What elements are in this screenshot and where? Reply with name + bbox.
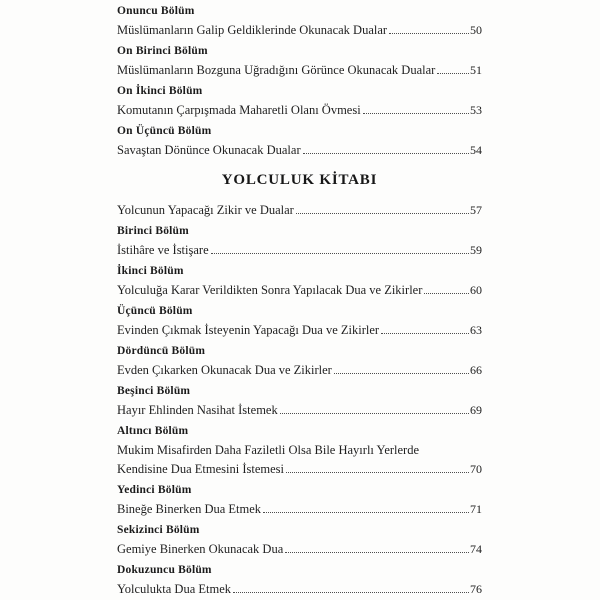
entry-title: Evinden Çıkmak İsteyenin Yapacağı Dua ve Zikirler [117, 323, 380, 337]
toc-entry [117, 122, 482, 160]
toc-entry [117, 82, 482, 120]
toc-entry [117, 481, 482, 519]
chapter-label: Dokuzuncu Bölüm [117, 564, 212, 576]
dot-leader [389, 33, 469, 34]
toc-line [117, 401, 482, 420]
chapter-label: Onuncu Bölüm [117, 5, 195, 17]
toc-line [117, 201, 482, 220]
entry-title-line1: Mukim Misafirden Daha Faziletli Olsa Bile Hayırlı Yerlerde [117, 443, 420, 457]
toc-line [117, 580, 482, 599]
page-number: 60 [470, 283, 482, 297]
toc-entry [117, 521, 482, 559]
page-number: 69 [470, 403, 482, 417]
chapter-label: İkinci Bölüm [117, 265, 184, 277]
chapter-label: Üçüncü Bölüm [117, 305, 193, 317]
toc-line [117, 460, 482, 479]
toc-line [117, 141, 482, 160]
dot-leader [233, 592, 469, 593]
page-number: 50 [470, 23, 482, 37]
entry-title: Yolculukta Dua Etmek [117, 582, 231, 596]
entry-title: Yolculuğa Karar Verildikten Sonra Yapılacak Dua ve Zikirler [117, 283, 423, 297]
toc-entry [117, 342, 482, 380]
entry-title: Komutanın Çarpışmada Maharetli Olanı Övmesi [117, 103, 361, 117]
toc-line [117, 361, 482, 380]
chapter-label: Dördüncü Bölüm [117, 345, 206, 357]
toc-line [117, 540, 482, 559]
toc-entry [117, 2, 482, 40]
toc-entry [117, 382, 482, 420]
page-number: 53 [470, 103, 482, 117]
entry-title: Hayır Ehlinden Nasihat İstemek [117, 403, 278, 417]
chapter-label: Yedinci Bölüm [117, 484, 192, 496]
entry-title: Evden Çıkarken Okunacak Dua ve Zikirler [117, 363, 332, 377]
toc-entry [117, 302, 482, 340]
entry-title: Müslümanların Bozguna Uğradığını Görünce Okunacak Dualar [117, 63, 436, 77]
toc-entry [117, 201, 482, 220]
chapter-label: On Üçüncü Bölüm [117, 125, 212, 137]
toc-line [117, 61, 482, 80]
chapter-label: Beşinci Bölüm [117, 385, 191, 397]
dot-leader [296, 213, 469, 214]
entry-title: Bineğe Binerken Dua Etmek [117, 502, 262, 516]
dot-leader [285, 552, 469, 553]
page-number: 76 [470, 582, 482, 596]
toc-entry [117, 222, 482, 260]
entry-title: Yolcunun Yapacağı Zikir ve Dualar [117, 203, 294, 217]
dot-leader [381, 333, 469, 334]
page-number: 54 [470, 143, 482, 157]
toc-line [117, 281, 482, 300]
dot-leader [424, 293, 469, 294]
page-number: 74 [470, 542, 482, 556]
entry-title: İstihâre ve İstişare [117, 243, 209, 257]
toc-line [117, 500, 482, 519]
chapter-label: On İkinci Bölüm [117, 85, 203, 97]
toc-line [117, 101, 482, 120]
toc-entry [117, 561, 482, 599]
page-number: 57 [470, 203, 482, 217]
entry-title-line2: Kendisine Dua Etmesini İstemesi [117, 462, 284, 476]
chapter-label: Altıncı Bölüm [117, 425, 189, 437]
toc-line [117, 241, 482, 260]
chapter-label: Birinci Bölüm [117, 225, 189, 237]
section-heading: YOLCULUK KİTABI [221, 172, 378, 188]
dot-leader [280, 413, 469, 414]
entry-title: Müslümanların Galip Geldiklerinde Okunacak Dualar [117, 23, 388, 37]
chapter-label: On Birinci Bölüm [117, 45, 208, 57]
dot-leader [263, 512, 469, 513]
toc-entry [117, 42, 482, 80]
chapter-label: Sekizinci Bölüm [117, 524, 200, 536]
dot-leader [437, 73, 469, 74]
page-number: 51 [470, 63, 482, 77]
toc-entry [117, 422, 482, 479]
page-number: 66 [470, 363, 482, 377]
toc-line [117, 321, 482, 340]
page-number: 59 [470, 243, 482, 257]
entry-title: Savaştan Dönünce Okunacak Dualar [117, 143, 301, 157]
page-number: 71 [470, 502, 482, 516]
dot-leader [286, 472, 469, 473]
entry-title: Gemiye Binerken Okunacak Dua [117, 542, 284, 556]
dot-leader [303, 153, 469, 154]
toc-entry [117, 262, 482, 300]
page-number: 63 [470, 323, 482, 337]
dot-leader [211, 253, 469, 254]
page-number: 70 [470, 462, 482, 476]
toc-line [117, 21, 482, 40]
dot-leader [363, 113, 469, 114]
dot-leader [334, 373, 469, 374]
